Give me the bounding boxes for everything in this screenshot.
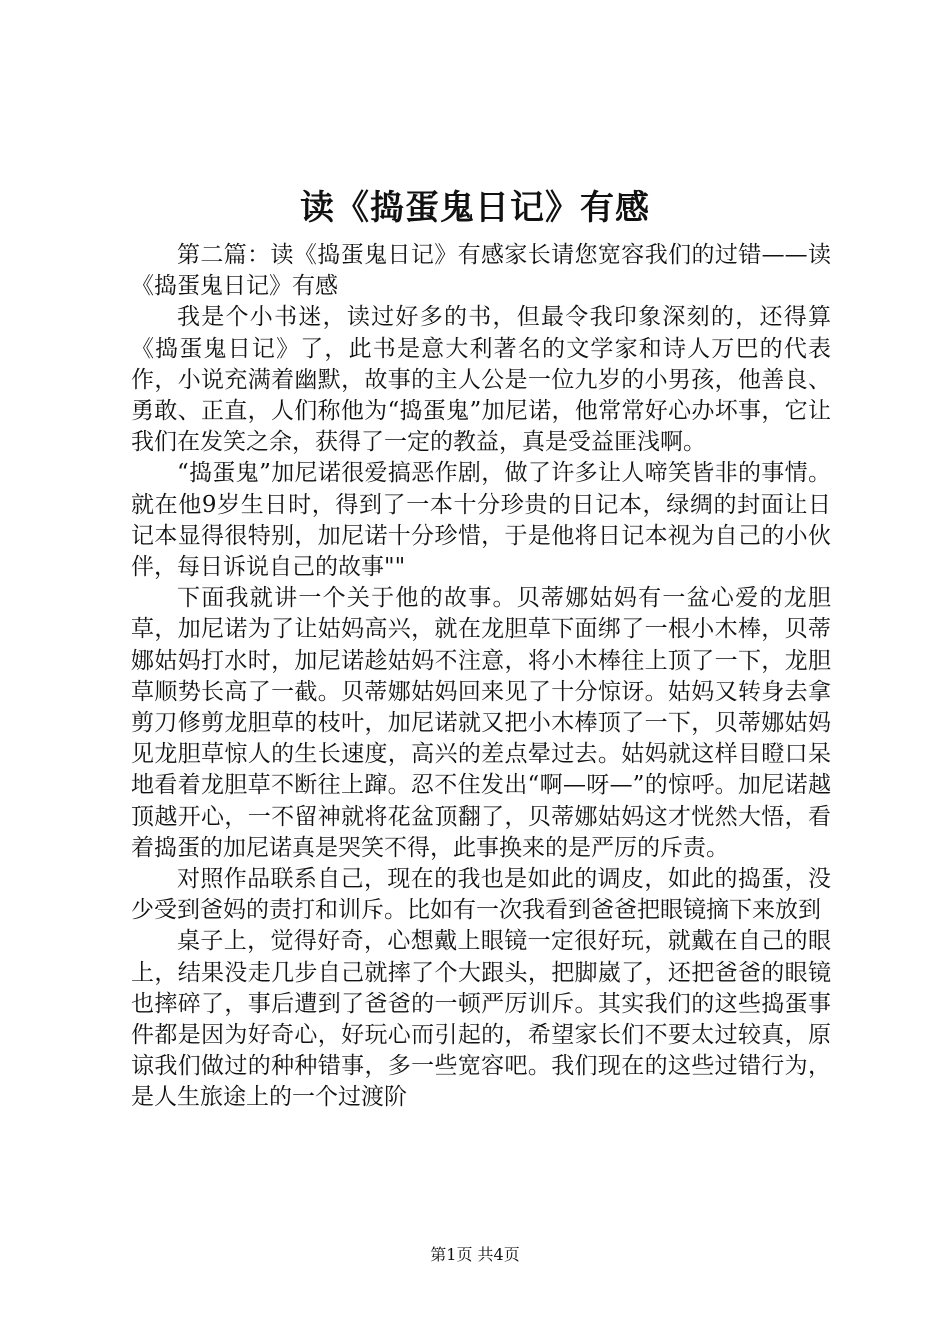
paragraph: 下面我就讲一个关于他的故事。贝蒂娜姑妈有一盆心爱的龙胆草，加尼诺为了让姑妈高兴，就在龙胆草下面绑了一根小木棒，贝蒂娜姑妈打水时，加尼诺趁姑妈不注意，将小木棒往上顶了一下，龙胆草顺势长高了一截。贝蒂娜姑妈回来见了十分惊讶。姑妈又转身去拿剪刀修剪龙胆草的枝叶，加尼诺就又把小木棒顶了一下，贝蒂娜姑妈见龙胆草惊人的生长速度，高兴的差点晕过去。姑妈就这样目瞪口呆地看着龙胆草不断往上蹿。忍不住发出“啊—呀—”的惊呼。加尼诺越顶越开心，一不留神就将花盆顶翻了，贝蒂娜姑妈这才恍然大悟，看着捣蛋的加尼诺真是哭笑不得，此事换来的是严厉的斥责。 [131, 585, 831, 861]
document-body [131, 240, 831, 1114]
document-title: 读《捣蛋鬼日记》有感 [300, 188, 650, 228]
page-number-footer: 第1页 共4页 [430, 1245, 520, 1264]
paragraph-subtitle: 第二篇：读《捣蛋鬼日记》有感家长请您宽容我们的过错——读《捣蛋鬼日记》有感 [131, 242, 831, 300]
paragraph: “捣蛋鬼”加尼诺很爱搞恶作剧，做了许多让人啼笑皆非的事情。就在他9岁生日时，得到了一本十分珍贵的日记本，绿绸的封面让日记本显得很特别，加尼诺十分珍惜，于是他将日记本视为自己的小伙伴，每日诉说自己的故事"" [131, 460, 831, 581]
paragraph: 桌子上，觉得好奇，心想戴上眼镜一定很好玩，就戴在自己的眼上，结果没走几步自己就摔了个大跟头，把脚崴了，还把爸爸的眼镜也摔碎了，事后遭到了爸爸的一顿严厉训斥。其实我们的这些捣蛋事件都是因为好奇心，好玩心而引起的，希望家长们不要太过较真，原谅我们做过的种种错事，多一些宽容吧。我们现在的这些过错行为，是人生旅途上的一个过渡阶 [131, 928, 831, 1111]
paragraph: 对照作品联系自己，现在的我也是如此的调皮，如此的捣蛋，没少受到爸妈的责打和训斥。比如有一次我看到爸爸把眼镜摘下来放到 [131, 866, 831, 924]
paragraph: 我是个小书迷，读过好多的书，但最令我印象深刻的，还得算《捣蛋鬼日记》了，此书是意大利著名的文学家和诗人万巴的代表作，小说充满着幽默，故事的主人公是一位九岁的小男孩，他善良、勇敢、正直，人们称他为“捣蛋鬼”加尼诺，他常常好心办坏事，它让我们在发笑之余，获得了一定的教益，真是受益匪浅啊。 [131, 304, 831, 456]
